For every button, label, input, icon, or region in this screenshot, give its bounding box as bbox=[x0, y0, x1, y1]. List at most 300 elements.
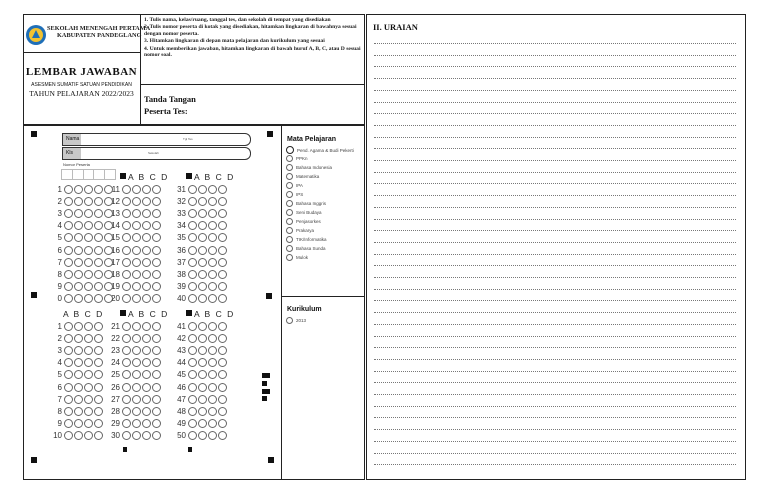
answer-bubble[interactable] bbox=[152, 370, 161, 379]
curriculum-option[interactable] bbox=[286, 317, 306, 324]
answer-bubble[interactable] bbox=[64, 395, 73, 404]
answer-bubble[interactable] bbox=[142, 358, 151, 367]
essay-line[interactable] bbox=[374, 137, 736, 138]
answer-bubble[interactable] bbox=[218, 294, 227, 303]
answer-bubble[interactable] bbox=[132, 358, 141, 367]
answer-bubble[interactable] bbox=[208, 346, 217, 355]
essay-line[interactable] bbox=[374, 429, 736, 430]
answer-bubble[interactable] bbox=[94, 395, 103, 404]
answer-bubble[interactable] bbox=[188, 395, 197, 404]
answer-bubble[interactable] bbox=[132, 322, 141, 331]
answer-bubble[interactable] bbox=[208, 185, 217, 194]
answer-bubble[interactable] bbox=[122, 370, 131, 379]
class-field[interactable] bbox=[62, 147, 251, 160]
essay-line[interactable] bbox=[374, 347, 736, 348]
answer-bubble[interactable] bbox=[132, 395, 141, 404]
answer-bubble[interactable] bbox=[152, 209, 161, 218]
answer-bubble[interactable] bbox=[218, 334, 227, 343]
answer-bubble[interactable] bbox=[132, 431, 141, 440]
answer-bubble[interactable] bbox=[218, 322, 227, 331]
answer-bubble[interactable] bbox=[74, 282, 83, 291]
answer-bubble[interactable] bbox=[74, 370, 83, 379]
answer-bubble[interactable] bbox=[74, 209, 83, 218]
answer-bubble[interactable] bbox=[94, 197, 103, 206]
option-bubble[interactable] bbox=[286, 227, 293, 234]
answer-bubble[interactable] bbox=[198, 209, 207, 218]
answer-bubble[interactable] bbox=[122, 197, 131, 206]
essay-line[interactable] bbox=[374, 219, 736, 220]
answer-bubble[interactable] bbox=[188, 233, 197, 242]
answer-bubble[interactable] bbox=[152, 407, 161, 416]
answer-bubble[interactable] bbox=[152, 185, 161, 194]
essay-line[interactable] bbox=[374, 78, 736, 79]
answer-bubble[interactable] bbox=[122, 431, 131, 440]
answer-bubble[interactable] bbox=[142, 322, 151, 331]
answer-bubble[interactable] bbox=[142, 282, 151, 291]
answer-bubble[interactable] bbox=[152, 383, 161, 392]
answer-bubble[interactable] bbox=[122, 346, 131, 355]
answer-bubble[interactable] bbox=[64, 346, 73, 355]
answer-bubble[interactable] bbox=[94, 346, 103, 355]
answer-bubble[interactable] bbox=[198, 431, 207, 440]
answer-bubble[interactable] bbox=[188, 270, 197, 279]
answer-bubble[interactable] bbox=[84, 233, 93, 242]
answer-bubble[interactable] bbox=[218, 185, 227, 194]
participant-number-boxes[interactable] bbox=[61, 169, 116, 180]
answer-bubble[interactable] bbox=[132, 334, 141, 343]
answer-bubble[interactable] bbox=[132, 370, 141, 379]
answer-bubble[interactable] bbox=[142, 246, 151, 255]
option-bubble[interactable] bbox=[286, 164, 293, 171]
answer-bubble[interactable] bbox=[74, 322, 83, 331]
answer-bubble[interactable] bbox=[84, 270, 93, 279]
answer-bubble[interactable] bbox=[94, 322, 103, 331]
essay-line[interactable] bbox=[374, 113, 736, 114]
answer-bubble[interactable] bbox=[84, 395, 93, 404]
answer-bubble[interactable] bbox=[84, 258, 93, 267]
option-bubble[interactable] bbox=[286, 182, 293, 189]
option-bubble[interactable] bbox=[286, 236, 293, 243]
essay-line[interactable] bbox=[374, 441, 736, 442]
answer-bubble[interactable] bbox=[198, 197, 207, 206]
answer-bubble[interactable] bbox=[142, 294, 151, 303]
answer-bubble[interactable] bbox=[188, 322, 197, 331]
answer-bubble[interactable] bbox=[64, 233, 73, 242]
essay-line[interactable] bbox=[374, 382, 736, 383]
answer-bubble[interactable] bbox=[142, 334, 151, 343]
answer-bubble[interactable] bbox=[152, 221, 161, 230]
answer-bubble[interactable] bbox=[74, 358, 83, 367]
answer-bubble[interactable] bbox=[64, 431, 73, 440]
answer-bubble[interactable] bbox=[74, 395, 83, 404]
answer-bubble[interactable] bbox=[188, 358, 197, 367]
answer-bubble[interactable] bbox=[122, 407, 131, 416]
answer-bubble[interactable] bbox=[152, 419, 161, 428]
answer-bubble[interactable] bbox=[74, 383, 83, 392]
answer-bubble[interactable] bbox=[84, 282, 93, 291]
answer-bubble[interactable] bbox=[64, 209, 73, 218]
answer-bubble[interactable] bbox=[94, 270, 103, 279]
answer-bubble[interactable] bbox=[142, 395, 151, 404]
answer-bubble[interactable] bbox=[94, 258, 103, 267]
essay-line[interactable] bbox=[374, 254, 736, 255]
option-bubble[interactable] bbox=[286, 317, 293, 324]
answer-bubble[interactable] bbox=[188, 258, 197, 267]
answer-bubble[interactable] bbox=[142, 197, 151, 206]
answer-bubble[interactable] bbox=[208, 233, 217, 242]
answer-bubble[interactable] bbox=[188, 221, 197, 230]
answer-bubble[interactable] bbox=[94, 407, 103, 416]
answer-bubble[interactable] bbox=[198, 221, 207, 230]
subject-option[interactable] bbox=[286, 191, 303, 198]
answer-bubble[interactable] bbox=[142, 185, 151, 194]
subject-option[interactable] bbox=[286, 227, 314, 234]
essay-line[interactable] bbox=[374, 300, 736, 301]
answer-bubble[interactable] bbox=[64, 246, 73, 255]
answer-bubble[interactable] bbox=[74, 221, 83, 230]
answer-bubble[interactable] bbox=[74, 407, 83, 416]
answer-bubble[interactable] bbox=[152, 358, 161, 367]
answer-bubble[interactable] bbox=[74, 197, 83, 206]
answer-bubble[interactable] bbox=[188, 197, 197, 206]
answer-bubble[interactable] bbox=[132, 346, 141, 355]
answer-bubble[interactable] bbox=[218, 270, 227, 279]
answer-bubble[interactable] bbox=[74, 246, 83, 255]
answer-bubble[interactable] bbox=[152, 197, 161, 206]
answer-bubble[interactable] bbox=[122, 294, 131, 303]
answer-bubble[interactable] bbox=[198, 346, 207, 355]
answer-bubble[interactable] bbox=[208, 431, 217, 440]
essay-line[interactable] bbox=[374, 265, 736, 266]
option-bubble[interactable] bbox=[286, 200, 293, 207]
answer-bubble[interactable] bbox=[94, 246, 103, 255]
answer-bubble[interactable] bbox=[84, 383, 93, 392]
answer-bubble[interactable] bbox=[94, 282, 103, 291]
answer-bubble[interactable] bbox=[64, 358, 73, 367]
answer-bubble[interactable] bbox=[84, 221, 93, 230]
answer-bubble[interactable] bbox=[208, 419, 217, 428]
answer-bubble[interactable] bbox=[152, 395, 161, 404]
answer-bubble[interactable] bbox=[218, 370, 227, 379]
essay-line[interactable] bbox=[374, 417, 736, 418]
answer-bubble[interactable] bbox=[208, 358, 217, 367]
answer-bubble[interactable] bbox=[94, 383, 103, 392]
subject-option[interactable] bbox=[286, 182, 303, 189]
answer-bubble[interactable] bbox=[152, 246, 161, 255]
answer-bubble[interactable] bbox=[208, 407, 217, 416]
answer-bubble[interactable] bbox=[152, 282, 161, 291]
answer-bubble[interactable] bbox=[198, 383, 207, 392]
answer-bubble[interactable] bbox=[84, 294, 93, 303]
essay-line[interactable] bbox=[374, 43, 736, 44]
answer-bubble[interactable] bbox=[218, 221, 227, 230]
answer-bubble[interactable] bbox=[188, 431, 197, 440]
answer-bubble[interactable] bbox=[132, 407, 141, 416]
answer-bubble[interactable] bbox=[198, 395, 207, 404]
essay-line[interactable] bbox=[374, 289, 736, 290]
answer-bubble[interactable] bbox=[132, 209, 141, 218]
essay-line[interactable] bbox=[374, 125, 736, 126]
answer-bubble[interactable] bbox=[84, 358, 93, 367]
answer-bubble[interactable] bbox=[218, 258, 227, 267]
answer-bubble[interactable] bbox=[198, 246, 207, 255]
answer-bubble[interactable] bbox=[208, 270, 217, 279]
subject-option[interactable] bbox=[286, 146, 354, 154]
answer-bubble[interactable] bbox=[152, 270, 161, 279]
answer-bubble[interactable] bbox=[64, 334, 73, 343]
essay-line[interactable] bbox=[374, 160, 736, 161]
essay-line[interactable] bbox=[374, 183, 736, 184]
answer-bubble[interactable] bbox=[74, 346, 83, 355]
answer-bubble[interactable] bbox=[188, 346, 197, 355]
answer-bubble[interactable] bbox=[122, 419, 131, 428]
answer-bubble[interactable] bbox=[208, 282, 217, 291]
answer-bubble[interactable] bbox=[94, 431, 103, 440]
subject-option[interactable] bbox=[286, 200, 326, 207]
answer-bubble[interactable] bbox=[132, 270, 141, 279]
answer-bubble[interactable] bbox=[84, 431, 93, 440]
essay-line[interactable] bbox=[374, 66, 736, 67]
answer-bubble[interactable] bbox=[94, 370, 103, 379]
essay-line[interactable] bbox=[374, 464, 736, 465]
answer-bubble[interactable] bbox=[208, 322, 217, 331]
answer-bubble[interactable] bbox=[188, 294, 197, 303]
answer-bubble[interactable] bbox=[188, 383, 197, 392]
answer-bubble[interactable] bbox=[188, 209, 197, 218]
answer-bubble[interactable] bbox=[64, 370, 73, 379]
answer-bubble[interactable] bbox=[94, 358, 103, 367]
answer-bubble[interactable] bbox=[152, 258, 161, 267]
answer-bubble[interactable] bbox=[64, 419, 73, 428]
answer-bubble[interactable] bbox=[74, 233, 83, 242]
answer-bubble[interactable] bbox=[218, 395, 227, 404]
answer-bubble[interactable] bbox=[208, 246, 217, 255]
answer-bubble[interactable] bbox=[64, 197, 73, 206]
name-field[interactable] bbox=[62, 133, 251, 146]
answer-bubble[interactable] bbox=[188, 185, 197, 194]
answer-bubble[interactable] bbox=[94, 419, 103, 428]
option-bubble[interactable] bbox=[286, 254, 293, 261]
essay-line[interactable] bbox=[374, 230, 736, 231]
answer-bubble[interactable] bbox=[152, 346, 161, 355]
answer-bubble[interactable] bbox=[188, 246, 197, 255]
answer-bubble[interactable] bbox=[84, 322, 93, 331]
answer-bubble[interactable] bbox=[198, 407, 207, 416]
answer-bubble[interactable] bbox=[132, 258, 141, 267]
answer-bubble[interactable] bbox=[122, 322, 131, 331]
subject-option[interactable] bbox=[286, 254, 308, 261]
answer-bubble[interactable] bbox=[132, 282, 141, 291]
subject-option[interactable] bbox=[286, 155, 308, 162]
essay-line[interactable] bbox=[374, 90, 736, 91]
answer-bubble[interactable] bbox=[208, 383, 217, 392]
answer-bubble[interactable] bbox=[94, 185, 103, 194]
essay-line[interactable] bbox=[374, 55, 736, 56]
answer-bubble[interactable] bbox=[132, 233, 141, 242]
answer-bubble[interactable] bbox=[208, 334, 217, 343]
answer-bubble[interactable] bbox=[122, 258, 131, 267]
answer-bubble[interactable] bbox=[64, 270, 73, 279]
answer-bubble[interactable] bbox=[218, 233, 227, 242]
answer-bubble[interactable] bbox=[152, 294, 161, 303]
answer-bubble[interactable] bbox=[198, 233, 207, 242]
answer-bubble[interactable] bbox=[64, 294, 73, 303]
answer-bubble[interactable] bbox=[208, 258, 217, 267]
answer-bubble[interactable] bbox=[132, 221, 141, 230]
essay-line[interactable] bbox=[374, 359, 736, 360]
essay-line[interactable] bbox=[374, 195, 736, 196]
option-bubble[interactable] bbox=[286, 173, 293, 180]
answer-bubble[interactable] bbox=[198, 185, 207, 194]
answer-bubble[interactable] bbox=[208, 209, 217, 218]
answer-bubble[interactable] bbox=[74, 334, 83, 343]
answer-bubble[interactable] bbox=[208, 197, 217, 206]
answer-bubble[interactable] bbox=[142, 383, 151, 392]
answer-bubble[interactable] bbox=[132, 383, 141, 392]
answer-bubble[interactable] bbox=[198, 334, 207, 343]
answer-bubble[interactable] bbox=[64, 282, 73, 291]
answer-bubble[interactable] bbox=[208, 370, 217, 379]
answer-bubble[interactable] bbox=[152, 233, 161, 242]
essay-line[interactable] bbox=[374, 207, 736, 208]
answer-bubble[interactable] bbox=[198, 270, 207, 279]
answer-bubble[interactable] bbox=[132, 246, 141, 255]
answer-bubble[interactable] bbox=[218, 407, 227, 416]
answer-bubble[interactable] bbox=[188, 407, 197, 416]
answer-bubble[interactable] bbox=[74, 270, 83, 279]
answer-bubble[interactable] bbox=[64, 383, 73, 392]
essay-line[interactable] bbox=[374, 102, 736, 103]
answer-bubble[interactable] bbox=[142, 346, 151, 355]
answer-bubble[interactable] bbox=[208, 294, 217, 303]
answer-bubble[interactable] bbox=[198, 322, 207, 331]
answer-bubble[interactable] bbox=[122, 395, 131, 404]
answer-bubble[interactable] bbox=[198, 358, 207, 367]
option-bubble[interactable] bbox=[286, 245, 293, 252]
answer-bubble[interactable] bbox=[188, 334, 197, 343]
option-bubble[interactable] bbox=[286, 146, 294, 154]
answer-bubble[interactable] bbox=[218, 197, 227, 206]
answer-bubble[interactable] bbox=[74, 294, 83, 303]
answer-bubble[interactable] bbox=[218, 419, 227, 428]
answer-bubble[interactable] bbox=[84, 334, 93, 343]
subject-option[interactable] bbox=[286, 245, 326, 252]
answer-bubble[interactable] bbox=[84, 407, 93, 416]
answer-bubble[interactable] bbox=[122, 383, 131, 392]
answer-bubble[interactable] bbox=[188, 370, 197, 379]
essay-line[interactable] bbox=[374, 172, 736, 173]
essay-line[interactable] bbox=[374, 324, 736, 325]
answer-bubble[interactable] bbox=[122, 233, 131, 242]
answer-bubble[interactable] bbox=[122, 334, 131, 343]
answer-bubble[interactable] bbox=[94, 294, 103, 303]
answer-bubble[interactable] bbox=[198, 419, 207, 428]
subject-option[interactable] bbox=[286, 173, 319, 180]
subject-option[interactable] bbox=[286, 164, 332, 171]
answer-bubble[interactable] bbox=[122, 221, 131, 230]
answer-bubble[interactable] bbox=[198, 258, 207, 267]
answer-bubble[interactable] bbox=[94, 233, 103, 242]
answer-bubble[interactable] bbox=[152, 334, 161, 343]
answer-bubble[interactable] bbox=[142, 221, 151, 230]
answer-bubble[interactable] bbox=[94, 209, 103, 218]
answer-bubble[interactable] bbox=[152, 322, 161, 331]
answer-bubble[interactable] bbox=[74, 185, 83, 194]
option-bubble[interactable] bbox=[286, 155, 293, 162]
answer-bubble[interactable] bbox=[122, 185, 131, 194]
answer-bubble[interactable] bbox=[218, 282, 227, 291]
answer-bubble[interactable] bbox=[142, 270, 151, 279]
answer-bubble[interactable] bbox=[132, 185, 141, 194]
answer-bubble[interactable] bbox=[218, 358, 227, 367]
answer-bubble[interactable] bbox=[142, 209, 151, 218]
answer-bubble[interactable] bbox=[84, 185, 93, 194]
option-bubble[interactable] bbox=[286, 209, 293, 216]
subject-option[interactable] bbox=[286, 209, 322, 216]
essay-line[interactable] bbox=[374, 394, 736, 395]
essay-line[interactable] bbox=[374, 148, 736, 149]
answer-bubble[interactable] bbox=[142, 419, 151, 428]
essay-line[interactable] bbox=[374, 242, 736, 243]
answer-bubble[interactable] bbox=[142, 233, 151, 242]
subject-option[interactable] bbox=[286, 236, 327, 243]
answer-bubble[interactable] bbox=[64, 322, 73, 331]
answer-bubble[interactable] bbox=[198, 282, 207, 291]
answer-bubble[interactable] bbox=[132, 419, 141, 428]
answer-bubble[interactable] bbox=[142, 258, 151, 267]
answer-bubble[interactable] bbox=[218, 346, 227, 355]
answer-bubble[interactable] bbox=[122, 209, 131, 218]
subject-option[interactable] bbox=[286, 218, 321, 225]
answer-bubble[interactable] bbox=[188, 419, 197, 428]
answer-bubble[interactable] bbox=[122, 358, 131, 367]
answer-bubble[interactable] bbox=[74, 258, 83, 267]
answer-bubble[interactable] bbox=[218, 246, 227, 255]
answer-bubble[interactable] bbox=[198, 294, 207, 303]
answer-bubble[interactable] bbox=[122, 246, 131, 255]
answer-bubble[interactable] bbox=[64, 185, 73, 194]
essay-line[interactable] bbox=[374, 336, 736, 337]
answer-bubble[interactable] bbox=[188, 282, 197, 291]
answer-bubble[interactable] bbox=[84, 197, 93, 206]
answer-bubble[interactable] bbox=[84, 209, 93, 218]
answer-bubble[interactable] bbox=[198, 370, 207, 379]
answer-bubble[interactable] bbox=[218, 383, 227, 392]
answer-bubble[interactable] bbox=[208, 221, 217, 230]
answer-bubble[interactable] bbox=[74, 431, 83, 440]
essay-line[interactable] bbox=[374, 277, 736, 278]
answer-bubble[interactable] bbox=[142, 407, 151, 416]
answer-bubble[interactable] bbox=[84, 346, 93, 355]
answer-bubble[interactable] bbox=[142, 370, 151, 379]
answer-bubble[interactable] bbox=[84, 246, 93, 255]
answer-bubble[interactable] bbox=[152, 431, 161, 440]
essay-line[interactable] bbox=[374, 371, 736, 372]
essay-line[interactable] bbox=[374, 312, 736, 313]
essay-line[interactable] bbox=[374, 406, 736, 407]
answer-bubble[interactable] bbox=[84, 370, 93, 379]
answer-bubble[interactable] bbox=[208, 395, 217, 404]
answer-bubble[interactable] bbox=[142, 431, 151, 440]
answer-bubble[interactable] bbox=[64, 221, 73, 230]
option-bubble[interactable] bbox=[286, 218, 293, 225]
answer-bubble[interactable] bbox=[84, 419, 93, 428]
answer-bubble[interactable] bbox=[218, 209, 227, 218]
answer-bubble[interactable] bbox=[122, 270, 131, 279]
answer-bubble[interactable] bbox=[132, 294, 141, 303]
essay-line[interactable] bbox=[374, 453, 736, 454]
option-bubble[interactable] bbox=[286, 191, 293, 198]
